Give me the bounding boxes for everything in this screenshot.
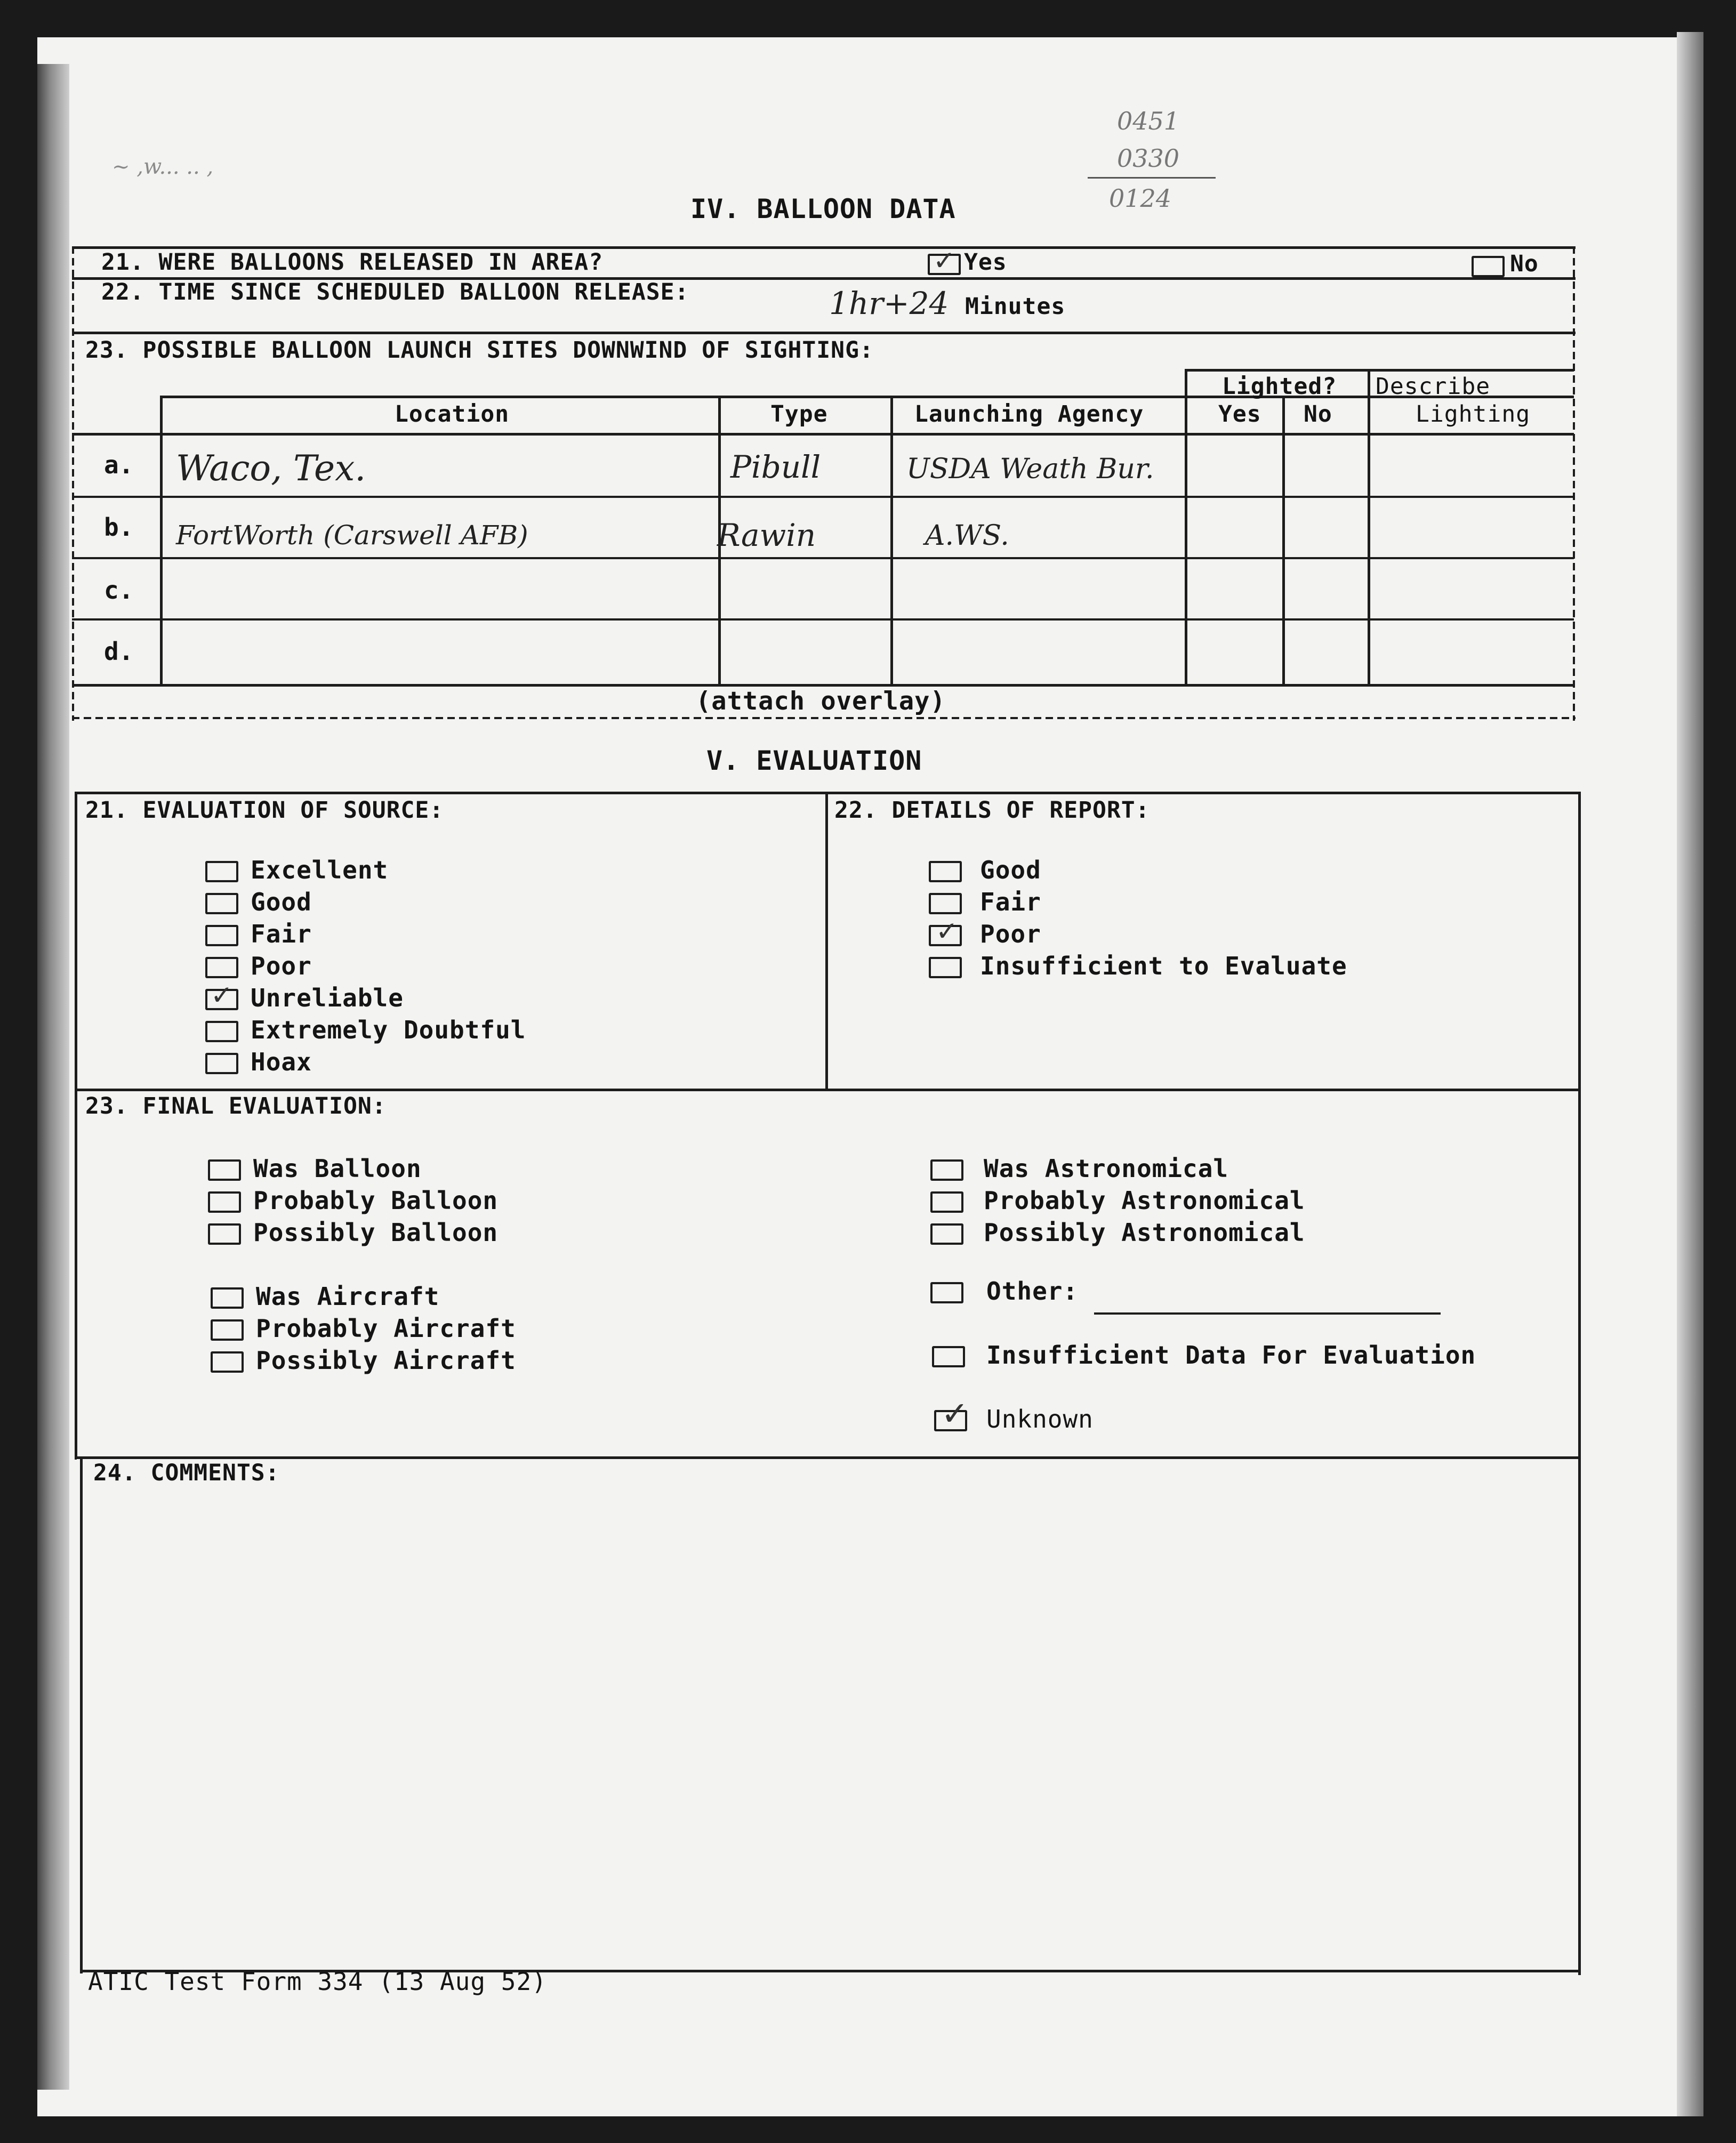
check-mark-icon: ✓	[933, 245, 955, 276]
section-v-title: V. EVALUATION	[706, 745, 922, 776]
table-rule	[160, 396, 1574, 398]
possibly-aircraft-checkbox[interactable]	[211, 1351, 244, 1373]
corner-mark-left: ~ ,w... .. ,	[112, 155, 214, 179]
rule	[825, 792, 828, 1090]
table-rule	[890, 396, 893, 684]
attach-overlay-note: (attach overlay)	[696, 687, 946, 716]
rule	[72, 332, 1576, 334]
final-option: Possibly Astronomical	[984, 1218, 1305, 1247]
possibly-astronomical-checkbox[interactable]	[930, 1223, 963, 1245]
form-id: ATIC Test Form 334 (13 Aug 52)	[88, 1967, 547, 1996]
section-iv-title: IV. BALLOON DATA	[690, 194, 956, 224]
source-option: Poor	[251, 952, 312, 980]
q21-label: 21. WERE BALLOONS RELEASED IN AREA?	[101, 249, 604, 276]
rule	[75, 1089, 1581, 1091]
q21-yes-label: Yes	[964, 249, 1007, 276]
final-option: Possibly Balloon	[253, 1218, 499, 1247]
form-border	[72, 717, 1576, 719]
q22-label: 22. TIME SINCE SCHEDULED BALLOON RELEASE:	[101, 279, 689, 305]
scan-edge-left	[37, 64, 69, 2090]
row-b-agency: A.WS.	[925, 520, 1009, 552]
row-label: d.	[104, 637, 134, 666]
scan-edge-right	[1677, 32, 1703, 2116]
final-label: 23. FINAL EVALUATION:	[85, 1093, 387, 1119]
final-option: Unknown	[986, 1405, 1094, 1433]
corner-number-3: 0124	[1109, 184, 1172, 213]
probably-aircraft-checkbox[interactable]	[211, 1319, 244, 1341]
row-b-type: Rawin	[717, 517, 816, 553]
header-type: Type	[770, 401, 828, 428]
header-lighted: Lighted?	[1222, 373, 1337, 400]
final-option: Was Astronomical	[984, 1154, 1229, 1183]
source-option: Excellent	[251, 856, 389, 884]
header-agency: Launching Agency	[914, 401, 1144, 428]
table-rule	[1185, 369, 1574, 372]
final-option: Insufficient Data For Evaluation	[986, 1341, 1476, 1369]
q23-label: 23. POSSIBLE BALLOON LAUNCH SITES DOWNWIND OF SIGHTING:	[85, 337, 874, 364]
source-option: Good	[251, 888, 312, 916]
source-poor-checkbox[interactable]	[205, 957, 238, 978]
details-option: Good	[980, 856, 1041, 884]
source-option: Unreliable	[251, 984, 404, 1012]
rule	[75, 1456, 1581, 1459]
final-option: Possibly Aircraft	[256, 1346, 516, 1375]
details-option: Insufficient to Evaluate	[980, 952, 1347, 980]
details-option: Poor	[980, 920, 1041, 948]
was-astronomical-checkbox[interactable]	[930, 1159, 963, 1181]
row-b-location: FortWorth (Carswell AFB)	[176, 520, 528, 551]
corner-number-rule	[1088, 177, 1216, 179]
q21-no-checkbox[interactable]	[1472, 256, 1505, 277]
row-a-location: Waco, Tex.	[176, 448, 366, 489]
table-rule	[72, 496, 1574, 498]
source-excellent-checkbox[interactable]	[205, 861, 238, 882]
other-input-line[interactable]	[1094, 1312, 1441, 1315]
header-describe-1: Describe	[1376, 373, 1491, 400]
row-a-type: Pibull	[730, 449, 821, 485]
form-border	[72, 246, 74, 721]
was-aircraft-checkbox[interactable]	[211, 1287, 244, 1309]
was-balloon-checkbox[interactable]	[208, 1159, 241, 1181]
source-option: Hoax	[251, 1048, 312, 1076]
table-rule	[72, 618, 1574, 621]
form-border	[1573, 246, 1575, 721]
table-rule	[160, 396, 163, 684]
insufficient-data-checkbox[interactable]	[932, 1346, 965, 1367]
row-label: b.	[104, 513, 134, 542]
probably-balloon-checkbox[interactable]	[208, 1191, 241, 1213]
rule	[75, 1089, 77, 1462]
details-good-checkbox[interactable]	[929, 861, 962, 882]
table-rule	[1185, 369, 1187, 684]
source-hoax-checkbox[interactable]	[205, 1053, 238, 1074]
source-good-checkbox[interactable]	[205, 893, 238, 914]
q22-unit: Minutes	[965, 293, 1066, 320]
source-label: 21. EVALUATION OF SOURCE:	[85, 797, 444, 824]
rule	[80, 1456, 83, 1973]
corner-number-1: 0451	[1117, 107, 1180, 135]
other-checkbox[interactable]	[930, 1282, 963, 1303]
q21-no-label: No	[1510, 251, 1539, 277]
row-a-agency: USDA Weath Bur.	[906, 453, 1154, 485]
source-option: Fair	[251, 920, 312, 948]
final-option: Probably Astronomical	[984, 1186, 1305, 1215]
possibly-balloon-checkbox[interactable]	[208, 1223, 241, 1245]
header-lighted-no: No	[1304, 401, 1332, 428]
row-label: c.	[104, 576, 134, 605]
header-lighted-yes: Yes	[1218, 401, 1261, 428]
details-label: 22. DETAILS OF REPORT:	[834, 797, 1150, 824]
rule	[1578, 792, 1581, 1975]
check-mark-icon: ✓	[941, 1394, 969, 1433]
table-rule	[72, 433, 1574, 436]
header-describe-2: Lighting	[1416, 401, 1531, 428]
final-option: Probably Aircraft	[256, 1314, 516, 1343]
source-fair-checkbox[interactable]	[205, 925, 238, 946]
source-option: Extremely Doubtful	[251, 1016, 526, 1044]
final-option: Probably Balloon	[253, 1186, 499, 1215]
details-insufficient-checkbox[interactable]	[929, 957, 962, 978]
source-extremely-doubtful-checkbox[interactable]	[205, 1021, 238, 1042]
probably-astronomical-checkbox[interactable]	[930, 1191, 963, 1213]
row-label: a.	[104, 450, 134, 479]
other-label: Other:	[986, 1277, 1079, 1306]
table-rule	[1368, 369, 1370, 684]
details-fair-checkbox[interactable]	[929, 893, 962, 914]
final-option: Was Balloon	[253, 1154, 422, 1183]
comments-area[interactable]	[85, 1493, 1573, 1962]
comments-label: 24. COMMENTS:	[93, 1460, 280, 1486]
check-mark-icon: ✓	[211, 980, 233, 1011]
details-option: Fair	[980, 888, 1041, 916]
header-location: Location	[395, 401, 510, 428]
check-mark-icon: ✓	[936, 916, 958, 947]
table-rule	[72, 557, 1574, 559]
corner-number-2: 0330	[1117, 144, 1180, 173]
q22-value: 1hr+24	[829, 285, 949, 321]
table-rule	[1282, 396, 1285, 684]
final-option: Was Aircraft	[256, 1282, 440, 1311]
